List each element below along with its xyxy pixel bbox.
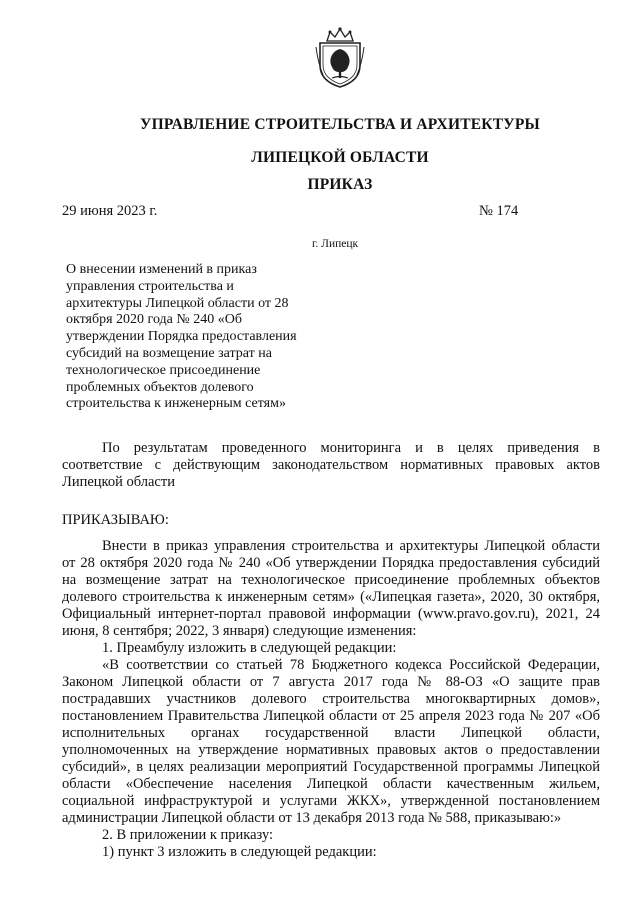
preamble-line: Липецкой области [62,474,175,490]
order-subject [66,262,336,413]
subject-line: строительства к инженерным сетям» [66,396,286,412]
body-line: «В соответствии со статьей 78 Бюджетного кодекса Российской Федерации, [102,657,600,673]
document-type-title: ПРИКАЗ [307,176,373,193]
body-line: долевого строительства к инженерным сетям» («Липецкая газета», 2020, 30 октября, [62,589,600,605]
body-line: 2. В приложении к приказу: [102,827,274,843]
preamble-line: По результатам проведенного мониторинга и в целях приведения в [102,440,600,456]
subject-line: проблемных объектов долевого [66,379,254,395]
order-city: г. Липецк [312,238,359,250]
body-line: уполномоченных на утверждение нормативных правовых актов о предоставлении [62,742,600,758]
order-word: ПРИКАЗЫВАЮ: [62,512,169,528]
subject-line: технологическое присоединение [66,362,261,378]
order-number: № 174 [479,203,519,219]
subject-line: управления строительства и [66,278,234,294]
body-line: 1. Преамбулу изложить в следующей редакции: [102,640,397,656]
order-date: 29 июня 2023 г. [62,203,158,219]
body-line: на возмещение затрат на технологическое присоединение проблемных объектов [62,572,600,588]
coat-of-arms-emblem [314,27,366,89]
body-line: 1) пункт 3 изложить в следующей редакции: [102,844,377,860]
subject-line: октября 2020 года № 240 «Об [66,312,242,328]
body-line: постановлением Правительства Липецкой области от 25 апреля 2023 года № 207 «Об [62,708,600,724]
subject-line: О внесении изменений в приказ [66,262,257,277]
body-line: Официальный интернет-портал правовой информации (www.pravo.gov.ru), 2021, 24 [62,606,600,622]
body-line: области «Обеспечение населения Липецкой области качественным жильем, [62,776,600,792]
body-line: пострадавших участников долевого строительства многоквартирных домов», [62,691,600,707]
body-line: субсидий», в целях реализации мероприятий Государственной программы Липецкой [62,759,600,775]
body-line: администрации Липецкой области от 13 декабря 2013 года № 588, приказываю:» [62,810,562,826]
subject-line: субсидий на возмещение затрат на [66,345,272,361]
body-line: Внести в приказ управления строительства и архитектуры Липецкой области [102,538,600,554]
order-body [62,538,600,861]
organization-name-line-2: ЛИПЕЦКОЙ ОБЛАСТИ [251,149,429,166]
subject-line: архитектуры Липецкой области от 28 [66,295,289,311]
body-line: Законом Липецкой области от 7 августа 2017 года № 88-ОЗ «О защите прав [62,674,600,690]
preamble-paragraph [62,440,600,491]
body-line: июня, 8 сентября; 2022, 3 января) следующие изменения: [62,623,417,639]
body-line: от 28 октября 2020 года № 240 «Об утверждении Порядка предоставления субсидий [62,555,600,571]
body-line: исполнительных органах государственной власти Липецкой области, [62,725,600,741]
organization-name-line-1: УПРАВЛЕНИЕ СТРОИТЕЛЬСТВА И АРХИТЕКТУРЫ [140,116,540,133]
subject-line: утверждении Порядка предоставления [66,329,297,345]
body-line: социальной инфраструктурой и услугами ЖКХ», утвержденной постановлением [62,793,600,809]
preamble-line: соответствие с действующим законодательством нормативных правовых актов [62,457,600,473]
